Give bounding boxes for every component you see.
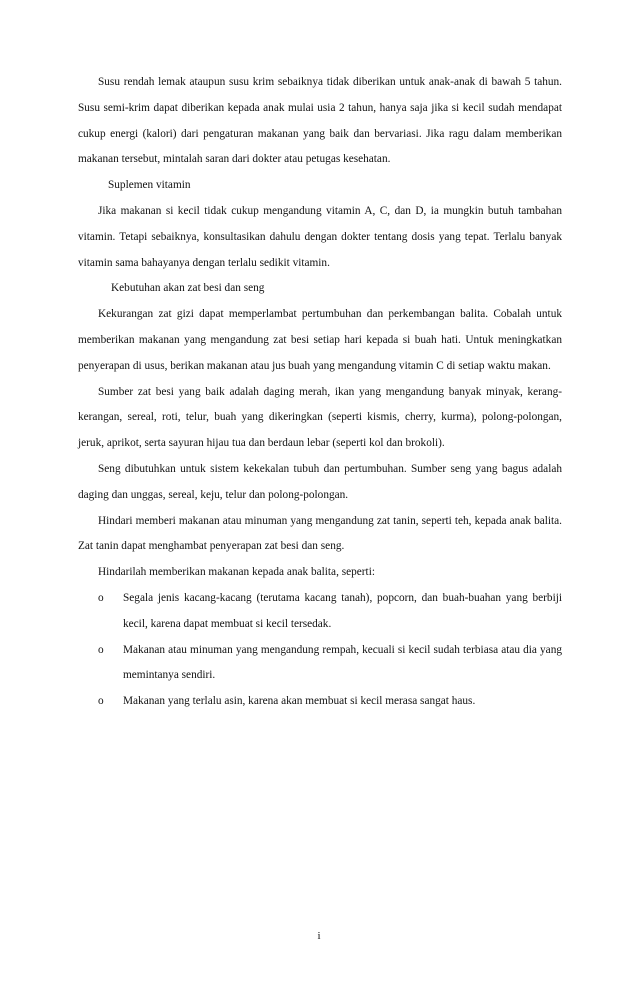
list-item bbox=[98, 638, 562, 690]
avoid-food-list bbox=[78, 586, 562, 715]
paragraph-tannin: Hindari memberi makanan atau minuman yang mengandung zat tanin, seperti teh, kepada anak balita. Zat tanin dapat menghambat penyerapan zat besi dan seng. bbox=[78, 514, 562, 553]
paragraph-low-fat-milk: Susu rendah lemak ataupun susu krim sebaiknya tidak diberikan untuk anak-anak di bawah 5 tahun. Susu semi-krim dapat diberikan kepada anak mulai usia 2 tahun, hanya saja jika si kecil sudah mendapat cukup energi (kalori) dari pengaturan makanan yang baik dan bervariasi. Jika ragu dalam memberikan makanan tersebut, mintalah saran dari dokter atau petugas kesehatan. bbox=[78, 76, 562, 166]
paragraph-iron-sources: Sumber zat besi yang baik adalah daging merah, ikan yang mengandung banyak minyak, kerang-kerangan, sereal, roti, telur, buah yang dikeringkan (seperti kismis, cherry, kurma), polong-polongan, jeruk, aprikot, serta sayuran hijau tua dan berdaun lebar (seperti kol dan brokoli). bbox=[78, 385, 562, 450]
list-item bbox=[98, 586, 562, 638]
heading-vitamin-supplements: Suplemen vitamin bbox=[108, 179, 191, 192]
paragraph-nutrient-deficiency: Kekurangan zat gizi dapat memperlambat pertumbuhan dan perkembangan balita. Cobalah untuk memberikan makanan yang mengandung zat besi setiap hari kepada si buah hati. Untuk meningkatkan penyerapan di usus, berikan makanan atau jus buah yang mengandung vitamin C di setiap waktu makan. bbox=[78, 308, 562, 372]
paragraph-avoid-intro: Hindarilah memberikan makanan kepada anak balita, seperti: bbox=[98, 566, 375, 579]
list-item bbox=[98, 689, 562, 715]
paragraph-zinc: Seng dibutuhkan untuk sistem kekekalan tubuh dan pertumbuhan. Sumber seng yang bagus adalah daging dan unggas, sereal, keju, telur dan polong-polongan. bbox=[78, 462, 562, 501]
page-number: i bbox=[317, 930, 321, 942]
list-item-text: Segala jenis kacang-kacang (terutama kacang tanah), popcorn, dan buah-buahan yang berbiji kecil, karena dapat membuat si kecil tersedak. bbox=[123, 591, 562, 630]
body-text bbox=[78, 70, 562, 715]
bullet-marker: o bbox=[98, 591, 104, 604]
list-item-text: Makanan atau minuman yang mengandung rempah, kecuali si kecil sudah terbiasa atau dia yang memintanya sendiri. bbox=[123, 643, 562, 682]
list-item-text: Makanan yang terlalu asin, karena akan membuat si kecil merasa sangat haus. bbox=[123, 695, 476, 708]
bullet-marker: o bbox=[98, 643, 104, 656]
heading-iron-zinc: Kebutuhan akan zat besi dan seng bbox=[111, 282, 265, 295]
bullet-marker: o bbox=[98, 695, 104, 708]
paragraph-vitamins: Jika makanan si kecil tidak cukup mengandung vitamin A, C, dan D, ia mungkin butuh tambahan vitamin. Tetapi sebaiknya, konsultasikan dahulu dengan dokter tentang dosis yang tepat. Terlalu banyak vitamin sama bahayanya dengan terlalu sedikit vitamin. bbox=[78, 204, 562, 269]
